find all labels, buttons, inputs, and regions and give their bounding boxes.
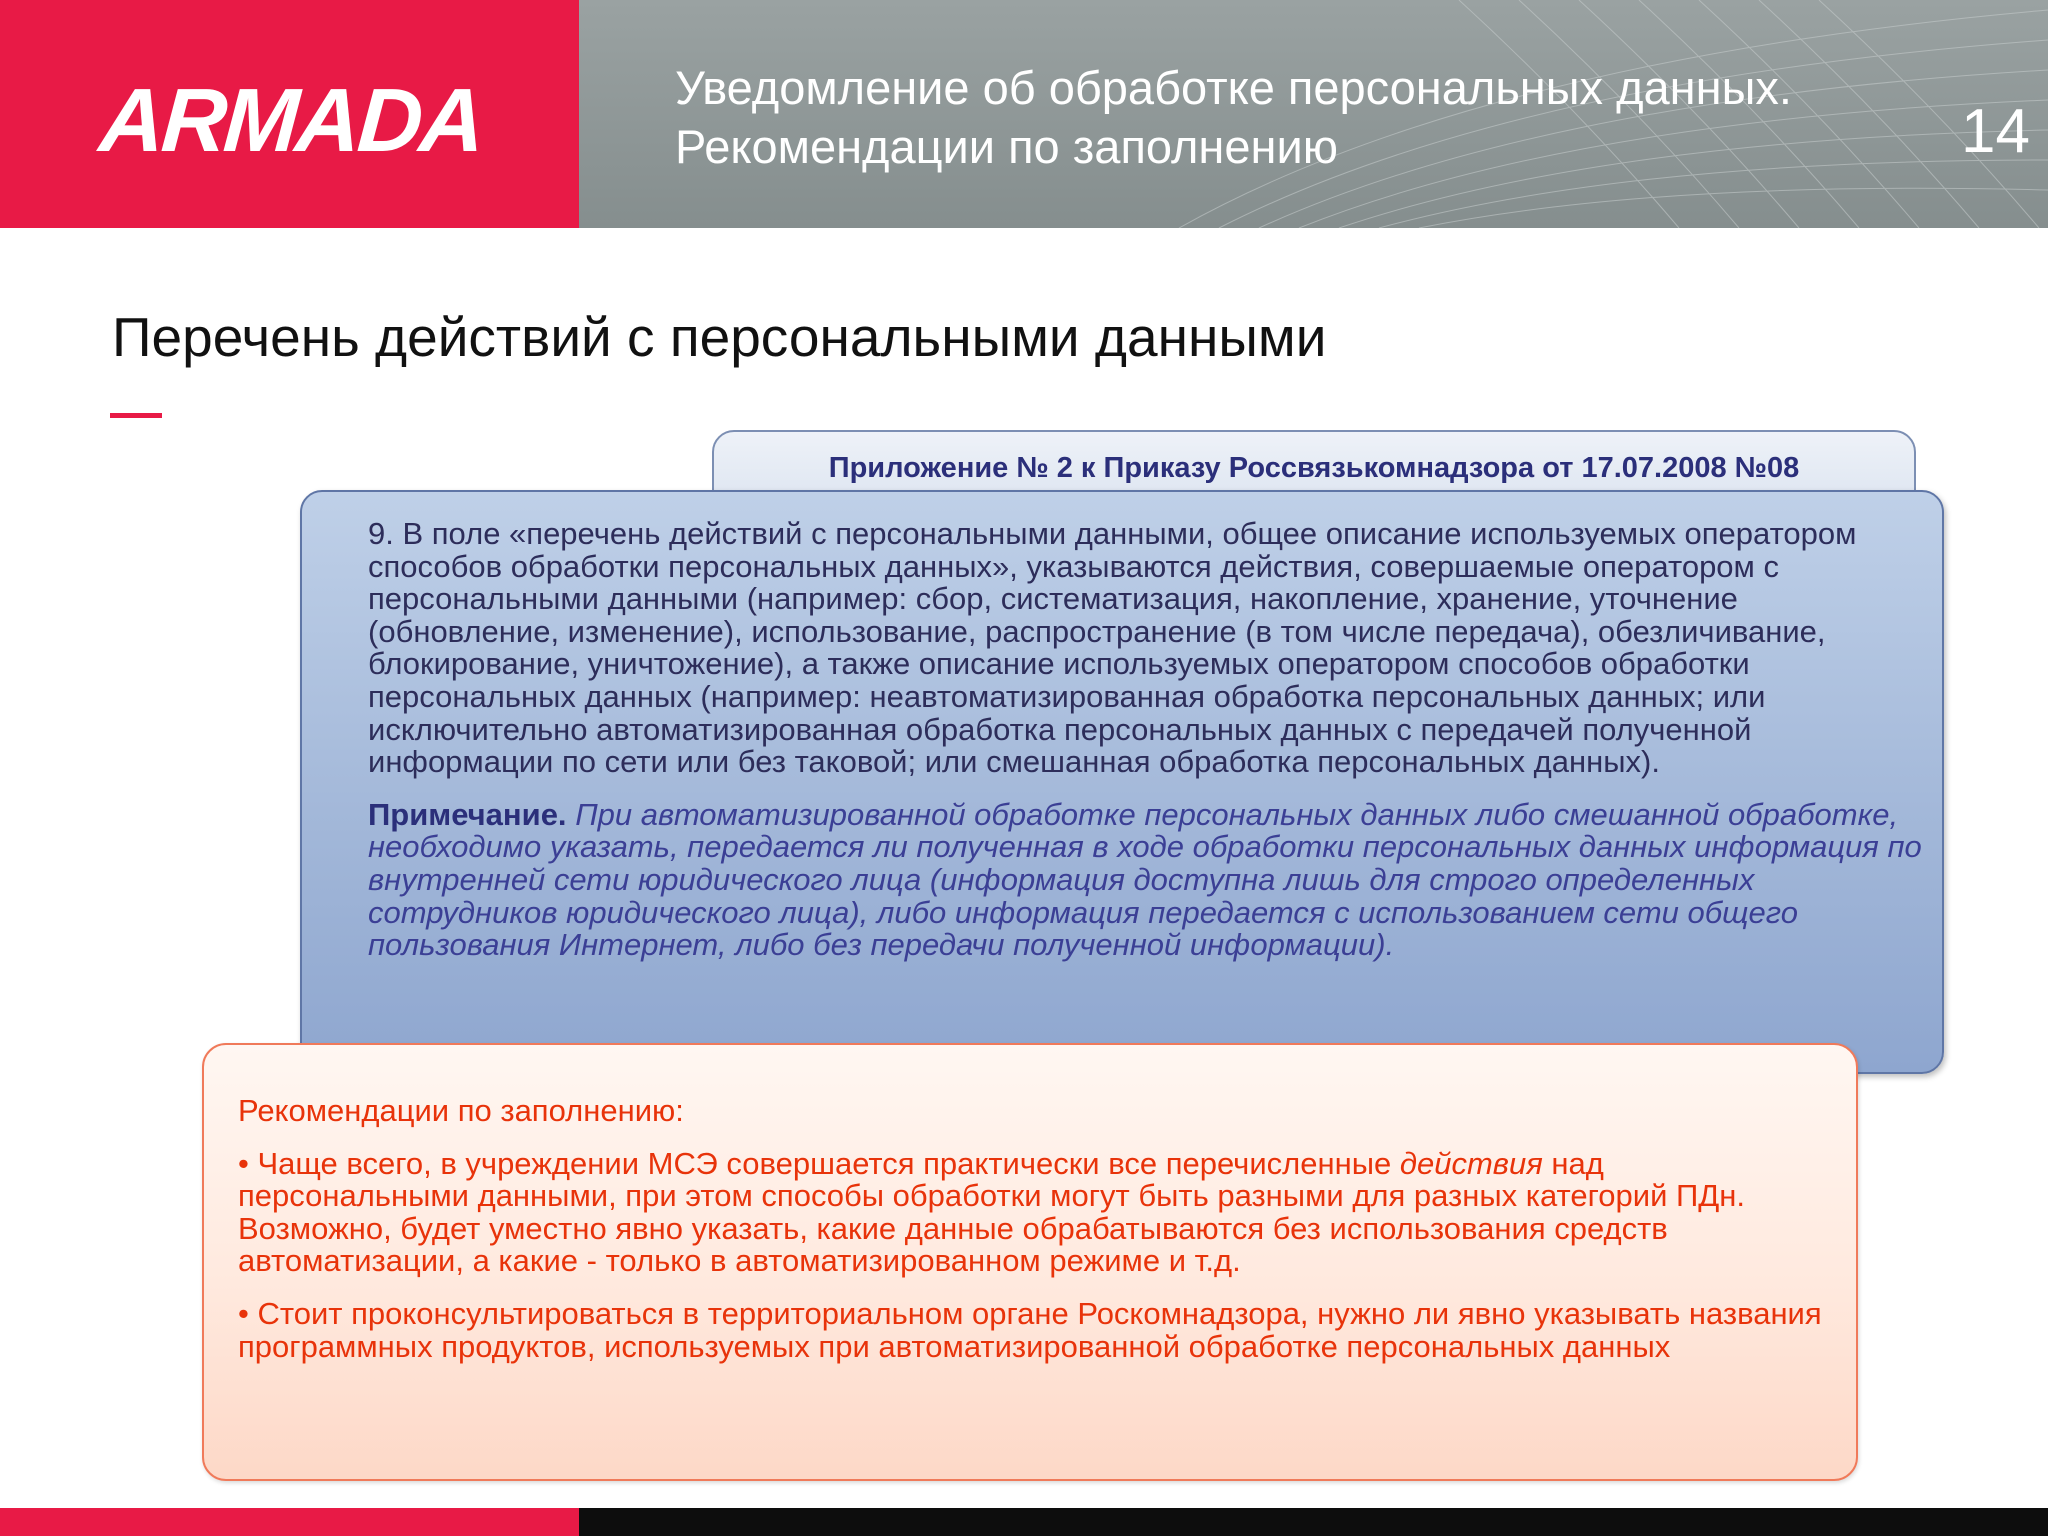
appendix-label: Приложение № 2 к Приказу Россвязькомнадзора от 17.07.2008 №08 bbox=[828, 452, 1800, 484]
accent-dash bbox=[110, 413, 162, 418]
instruction-note bbox=[368, 796, 1928, 963]
section-title: Перечень действий с персональными данными bbox=[112, 306, 1327, 368]
armada-logo: ARMADA bbox=[96, 71, 486, 171]
note-label: Примечание. bbox=[368, 796, 567, 832]
footer-red-bar bbox=[0, 1508, 579, 1536]
recommendation-item-1 bbox=[238, 1145, 1838, 1279]
header-title-line-2: Рекомендации по заполнению bbox=[675, 120, 1338, 173]
header-title-line-1: Уведомление об обработке персональных данных. bbox=[675, 61, 1792, 114]
recommendation-item-2: • Стоит проконсультироваться в территориальном органе Роскомнадзора, нужно ли явно указывать названия программных продуктов, используемых при автоматизированной обработке персональных данных bbox=[238, 1295, 1822, 1364]
logo-panel bbox=[0, 0, 579, 228]
instruction-content bbox=[368, 518, 1928, 962]
recommendations-content bbox=[238, 1095, 1838, 1363]
recommendation-1-start: • Чаще всего, в учреждении МСЭ совершается практически все перечисленные bbox=[238, 1145, 1400, 1181]
instruction-text: 9. В поле «перечень действий с персональными данными, общее описание используемых оператором способов обработки персональных данных», указываются действия, совершаемые оператором с персональными данными (например: сбор, систематизация, накопление, хранение, уточнение (обновление, изменение), использование, распространение (в том числе передача), обезличивание, блокирование, уничтожение), а также описание используемых оператором способов обработки персональных данных (например: неавтоматизированная обработка персональных данных; или исключительно автоматизированная обработка персональных данных с передачей полученной информации по сети или без таковой; или смешанная обработка персональных данных). bbox=[368, 516, 1857, 780]
page-number: 14 bbox=[1961, 97, 2030, 166]
recommendations-heading: Рекомендации по заполнению: bbox=[238, 1093, 684, 1128]
footer-dark-bar bbox=[579, 1508, 2048, 1536]
note-text: При автоматизированной обработке персональных данных либо смешанной обработке, необходимо указать, передается ли полученная в ходе обработки персональных данных информация по внутренней сети юридического лица (информация доступна лишь для строго определенных сотрудников юридического лица), либо информация передается с использованием сети общего пользования Интернет, либо без передачи полученной информации). bbox=[368, 796, 1922, 963]
recommendation-1-end: над персональными данными, при этом способы обработки могут быть разными для разных категорий ПДн. Возможно, будет уместно явно указать, какие данные обрабатываются без использования средств автоматизации, а какие - только в автоматизированном режиме и т.д. bbox=[238, 1145, 1746, 1279]
header-title bbox=[675, 58, 1935, 176]
recommendation-1-italic: действия bbox=[1399, 1145, 1543, 1181]
